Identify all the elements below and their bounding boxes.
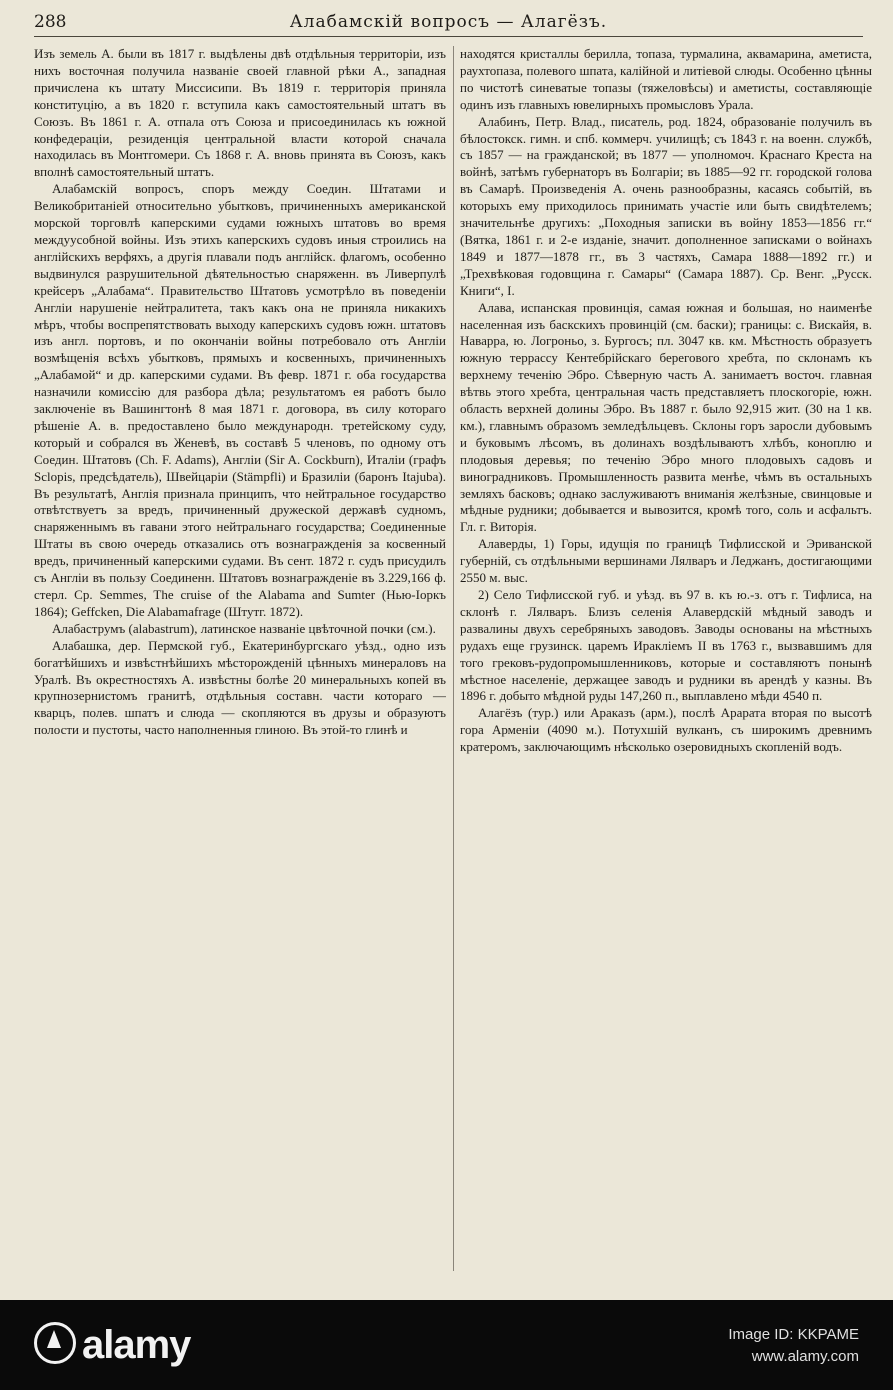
- stock-watermark-bar: [0, 1300, 893, 1390]
- column-divider: [453, 46, 454, 1271]
- brand-mark-icon: [34, 1322, 76, 1364]
- paragraph: Алабаструмъ (alabastrum), латинское названіе цвѣточной почки (см.).: [52, 620, 436, 636]
- left-column: [34, 46, 446, 1271]
- brand-logo: [34, 1322, 190, 1368]
- paragraph: Алабамскій вопросъ, споръ между Соедин. Штатами и Великобританіей относительно убытковъ, причиненныхъ американской морской торговлѣ каперскими судами южныхъ штатовъ во время междуусобной войны. Изъ этихъ каперскихъ судовъ иныя строились на англійскихъ верфяхъ, а другія плавали подъ англійск. флагомъ, особенно выдвинулся разрушительной дѣятельностью снаряженн. въ Ливерпулѣ крейсеръ „Алабама“. Правительство Штатовъ усмотрѣло въ поведеніи Англіи нарушеніе нейтралитета, такъ какъ она не приняла никакихъ мѣръ, чтобы воспрепятствовать выходу каперскихъ судовъ южн. штатовъ изъ англ. портовъ, и по окончаніи войны потребовало отъ Англіи возмѣщенія всѣхъ убытковъ, прямыхъ и косвенныхъ, причиненныхъ „Алабамой“ и др. каперскими судами. Въ февр. 1871 г. оба государства назначили комиссію для разбора дѣла; результатомъ ея работъ было заключеніе въ Вашингтонѣ 8 мая 1871 г. договора, въ силу котораго рѣшеніе А. в. предоставлено было международн. третейскому суду, который и собрался въ Женевѣ, въ составѣ 5 членовъ, по одному отъ Соедин. Штатовъ (Ch. F. Adams), Англіи (Sir A. Cockburn), Италіи (графъ Sclopis, предсѣдатель), Швейцаріи (Stämpfli) и Бразиліи (баронъ Itajuba). Въ результатѣ, Англія признала принципъ, что нейтральное государство отвѣтствуетъ за вредъ, причиненный дружеской державѣ судномъ, снаряженнымъ въ гавани этого нейтральнаго государства; Соединенные Штаты въ свою очередь отказались отъ вознагражденія за косвенный вредъ, причиненный каперскими судами. Въ сент. 1872 г. судъ присудилъ съ Англіи въ пользу Соединенн. Штатовъ вознагражденіе въ 3.229,166 ф. стерл. Ср. Semmes, The cruise of the Alabama and Sumter (Нью-Іоркъ 1864); Geffcken, Die Alabamafrage (Штутг. 1872).: [34, 181, 446, 619]
- paragraph: 2) Село Тифлисской губ. и уѣзд. въ 97 в. къ ю.-з. отъ г. Тифлиса, на склонѣ г. Лялваръ. Близъ селенія Алавердскій мѣдный заводъ и развалины двухъ серебряныхъ заводовъ. Заводы основаны на мѣстныхъ рудахъ еще грузинск. царемъ Иракліемъ II въ 1763 г., вызвавшимъ для того грековъ-рудопромышленниковъ, которые и составляютъ понынѣ мѣстное населеніе, держащее заводъ и рудники въ арендѣ у казны. Въ 1896 г. добыто мѣдной руды 147,260 п., выплавлено мѣди 4540 п.: [460, 587, 872, 704]
- paragraph: Алабинъ, Петр. Влад., писатель, род. 1824, образованіе получилъ въ бѣлостокск. гимн. и спб. коммерч. училищѣ; съ 1843 г. на военн. службѣ, съ 1857 — на гражданской; въ 1877 — уполномоч. Краснаго Креста на войнѣ, затѣмъ губернаторъ въ Болгаріи; въ 1885—92 гг. городской голова въ Самарѣ. Произведенія А. очень разнообразны, касаясь событій, въ которыхъ ему приходилось принимать участіе или быть свидѣтелемъ; значительнѣе другихъ: „Походныя записки въ войну 1853—1856 гг.“ (Вятка, 1861 г. и 2-е изданіе, значит. дополненное записками о войнахъ 1849 и 1877—1878 гг., въ 3 частяхъ, Самара 1888—1892 гг.) и „Трехвѣковая годовщина г. Самары“ (Самара 1887). Ср. Венг. „Русск. Книги“, I.: [460, 113, 872, 298]
- paragraph: находятся кристаллы берилла, топаза, турмалина, аквамарина, аметиста, раухтопаза, полевого шпата, калійной и литіевой слюды. Особенно цѣнны по чистотѣ синеватые топазы (тяжеловѣсы) и аметисты, составляющіе одинъ изъ главныхъ ювелирныхъ промысловъ Урала.: [460, 46, 872, 112]
- right-column: [460, 46, 872, 1271]
- site-url: www.alamy.com: [751, 1348, 859, 1365]
- header-rule: [34, 36, 863, 37]
- running-header: [34, 12, 863, 38]
- brand-name: alamy: [82, 1323, 191, 1367]
- paragraph: Алава, испанская провинція, самая южная и большая, но наименѣе населенная изъ баскскихъ провинцій (см. баски); границы: с. Вискайя, в. Наварра, ю. Логроньо, з. Бургосъ; пл. 3047 кв. км. Мѣстность образуетъ южную террассу Кентебрійскаго берегового хребта, по склонамъ къ верхнему теченію Эбро. Сѣверную часть А. занимаетъ восточ. главная вѣтвь этого хребта, центральная часть представляетъ плоскогоріе, южн. область верхней долины Эбро. Въ 1887 г. было 92,915 жит. (30 на 1 кв. км.), главнымъ образомъ земледѣльцевъ. Склоны горъ заросли дубовымъ и буковымъ лѣсомъ, въ долинахъ воздѣлываютъ хлѣбъ, коноплю и плодовыя деревья; по теченію Эбро много плодовыхъ садовъ и виноградниковъ. Промышленность развита менѣе, чѣмъ въ остальныхъ земляхъ басковъ; однако заслуживаютъ вниманія желѣзные, свинцовые и мѣдные рудники; добывается и вывозится, кромѣ того, соль и асфальтъ. Гл. г. Виторія.: [460, 299, 872, 535]
- image-id: Image ID: KKPAME: [728, 1326, 859, 1343]
- watermark-info: [728, 1324, 859, 1368]
- page-number: 288: [34, 12, 67, 32]
- running-title: Алабамскій вопросъ — Алагёзъ.: [289, 12, 608, 32]
- paragraph: Алабашка, дер. Пермской губ., Екатеринбургскаго уѣзд., одно изъ богатѣйшихъ и извѣстнѣйшихъ мѣсторожденій цѣнныхъ минераловъ на Уралѣ. Въ окрестностяхъ А. извѣстны болѣе 20 минеральныхъ копей въ крупнозернистомъ гранитѣ, отдѣльныя составн. части котораго — кварцъ, полев. шпатъ и слюда — скопляются въ друзы и образуютъ полости и пустоты, часто наполненныя глиною. Въ этой-то глинѣ и: [34, 637, 446, 738]
- paragraph: Алаверды, 1) Горы, идущія по границѣ Тифлисской и Эриванской губерній, съ отдѣльными вершинами Лялваръ и Леджанъ, достигающими 2550 м. выс.: [460, 536, 872, 586]
- paragraph: Алагёзъ (тур.) или Араказъ (арм.), послѣ Арарата вторая по высотѣ гора Арменіи (4090 м.). Потухшій вулканъ, съ широкимъ древнимъ кратеромъ, заключающимъ нѣсколько озеровидныхъ скопленій водъ.: [460, 705, 872, 755]
- paragraph: Изъ земель А. были въ 1817 г. выдѣлены двѣ отдѣльныя территоріи, изъ нихъ восточная получила названіе своей главной рѣки А., западная причислена къ штату Миссисипи. Въ 1819 г. территорія приняла конституцію, а въ 1820 г. вступила какъ самостоятельный штатъ въ Союзъ. Въ 1861 г. А. отпала отъ Союза и присоединилась къ южной конфедераціи, резиденція центральной власти которой сначала находилась въ Монтгомери. Съ 1868 г. А. вновь принята въ Союзъ, какъ вполнѣ самостоятельный штатъ.: [34, 46, 446, 180]
